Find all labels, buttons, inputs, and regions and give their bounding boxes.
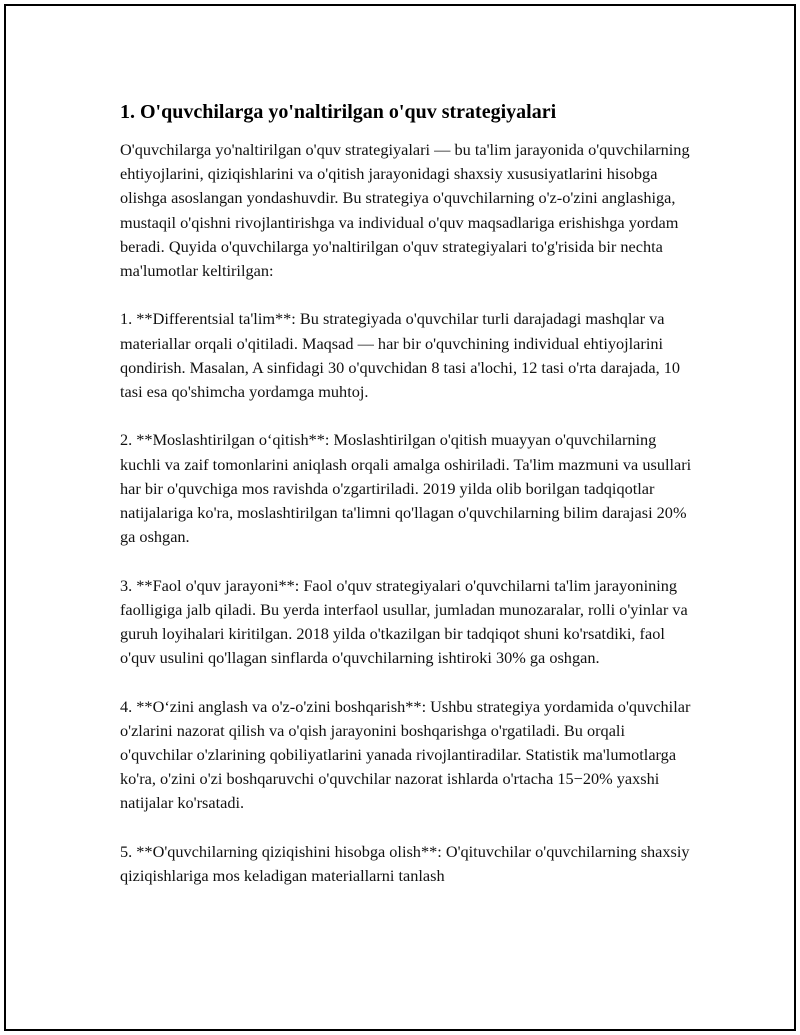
paragraph-qiziqishni-hisobga-olish: 5. **O'quvchilarning qiziqishini hisobga olish**: O'qituvchilar o'quvchilarning shaxsiy qiziqishlariga mos keladigan materiallarni tanlash (120, 841, 690, 886)
paragraph-moslashtirilgan-oqitish: 2. **Moslashtirilgan o‘qitish**: Moslashtirilgan o'qitish muayyan o'quvchilarning kuchli va zaif tomonlarini aniqlash orqali amalga oshiriladi. Ta'lim mazmuni va usullari har bir o'quvchiga mos ravishda o'zgartiriladi. 2019 yilda olib borilgan tadqiqotlar natijalariga ko'ra, moslashtirilgan ta'limni qo'llagan o'quvchilarning bilim darajasi 20% ga oshgan. (120, 430, 692, 547)
document-body (120, 98, 695, 888)
paragraph-ozini-anglash: 4. **O‘zini anglash va o'z-o'zini boshqarish**: Ushbu strategiya yordamida o'quvchilar o'zlarini nazorat qilish va o'qish jarayonini boshqarishga o'rgatiladi. Bu orqali o'quvchilar o'zlarining qobiliyatlarini yanada rivojlantiradilar. Statistik ma'lumotlarga ko'ra, o'zini o'zi boshqaruvchi o'quvchilar nazorat ishlarda o'rtacha 15−20% yaxshi natijalar ko'rsatadi. (120, 696, 691, 813)
paragraph-differentsial-talim: 1. **Differentsial ta'lim**: Bu strategiyada o'quvchilar turli darajadagi mashqlar va materiallar orqali o'qitiladi. Maqsad — har bir o'quvchining individual ehtiyojlarini qondirish. Masalan, A sinfidagi 30 o'quvchidan 8 tasi a'lochi, 12 tasi o'rta darajada, 10 tasi esa qo'shimcha yordamga muhtoj. (120, 309, 680, 402)
paragraph-faol-oquv-jarayoni: 3. **Faol o'quv jarayoni**: Faol o'quv strategiyalari o'quvchilarni ta'lim jarayonining faolligiga jalb qiladi. Bu yerda interfaol usullar, jumladan munozaralar, rolli o'yinlar va guruh loyihalari kiritilgan. 2018 yilda o'tkazilgan bir tadqiqot shuni ko'rsatdiki, faol o'quv usulini qo'llagan sinflarda o'quvchilarning ishtiroki 30% ga oshgan. (120, 575, 688, 668)
page-title: 1. O'quvchilarga yo'naltirilgan o'quv strategiyalari (120, 101, 557, 123)
document-page (4, 4, 796, 1031)
intro-paragraph: O'quvchilarga yo'naltirilgan o'quv strategiyalari — bu ta'lim jarayonida o'quvchilarning ehtiyojlarini, qiziqishlarini va o'qitish jarayonidagi shaxsiy xususiyatlarini hisobga olishga asoslangan yondashuvdir. Bu strategiya o'quvchilarning o'z-o'zini anglashiga, mustaqil o'qishni rivojlantirishga va individual o'quv maqsadlariga erishishga yordam beradi. Quyida o'quvchilarga yo'naltirilgan o'quv strategiyalari to'g'risida bir nechta ma'lumotlar keltirilgan: (120, 140, 690, 281)
